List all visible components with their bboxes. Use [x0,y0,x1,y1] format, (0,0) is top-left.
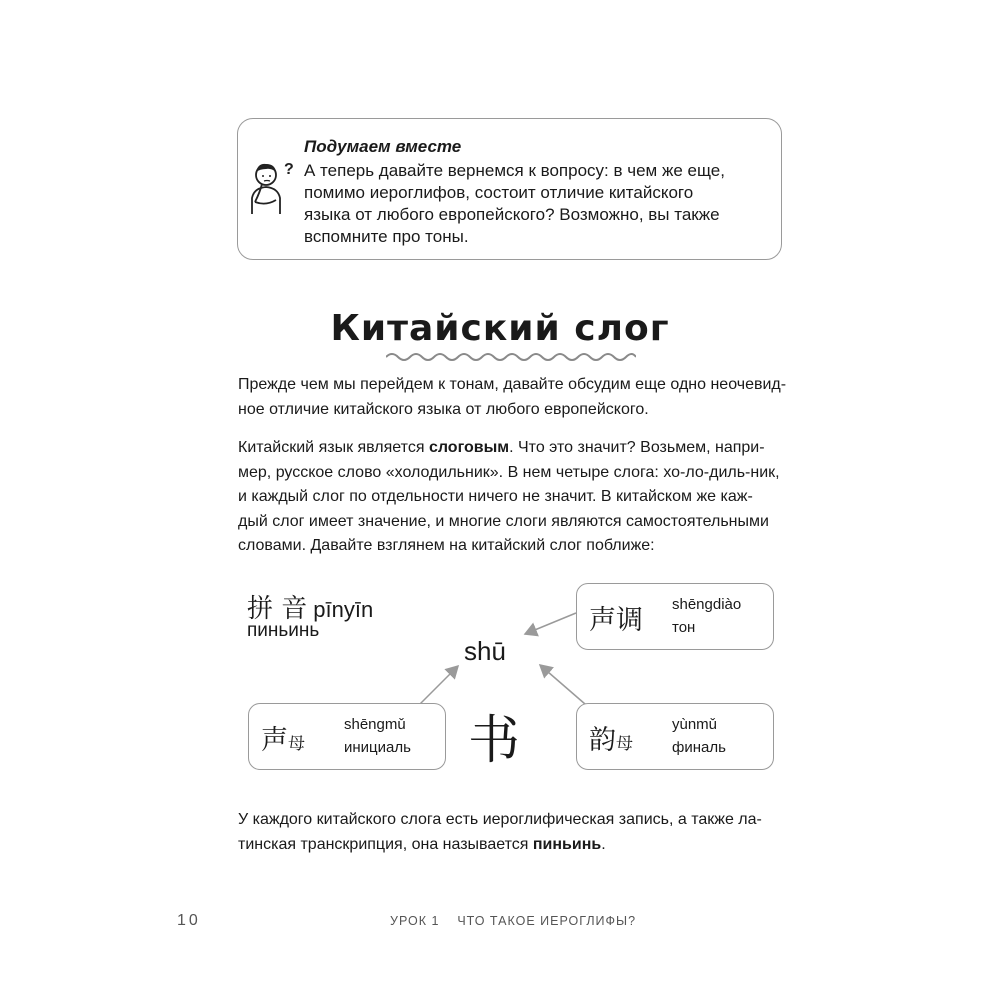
pinyin-hanzi: 拼 音 [247,594,308,624]
paragraph-line: тинская транскрипция, она называется пиньинь. [238,835,606,853]
final-hanzi: 韵母 [589,725,633,756]
final-pinyin: yùnmǔ [672,716,718,733]
running-head: УРОК 1 ЧТО ТАКОЕ ИЕРОГЛИФЫ? [390,914,637,928]
paragraph-line: словами. Давайте взглянем на китайский слог поближе: [238,537,655,554]
syllable-pinyin: shū [464,636,506,666]
paragraph-line: ное отличие китайского языка от любого европейского. [238,400,649,418]
term-pinyin: пиньинь [532,835,602,853]
initial-box [248,703,446,770]
paragraph-line: У каждого китайского слога есть иероглифическая запись, а также ла- [238,811,762,828]
final-box [576,703,774,770]
initial-russian: инициаль [344,739,411,756]
final-russian: финаль [672,739,726,756]
think-box-line: вспомните про тоны. [304,227,469,246]
term-syllabic: слоговым [428,439,510,456]
think-box-line: языка от любого европейского? Возможно, вы также [304,205,720,224]
paragraph-line: Китайский язык является слоговым. Что это значит? Возьмем, напри- [238,439,765,456]
tone-hanzi: 声调 [589,605,643,636]
svg-text:?: ? [284,161,294,178]
syllable-character: 书 [468,711,521,771]
think-box-line: помимо иероглифов, состоит отличие китайского [304,183,694,202]
initial-pinyin: shēngmǔ [344,716,406,733]
pinyin-russian: пиньинь [247,620,320,641]
section-title: Китайский слог [330,308,670,349]
tone-pinyin: shēngdiào [672,596,742,613]
tone-box [576,583,774,650]
think-box-line: А теперь давайте вернемся к вопросу: в чем же еще, [304,161,725,180]
think-box-title: Подумаем вместе [304,137,462,156]
paragraph-line: и каждый слог по отдельности ничего не значит. В китайском же каж- [238,488,753,505]
paragraph-line: дый слог имеет значение, и многие слоги являются самостоятельными [238,512,769,530]
paragraph-pinyin [238,808,788,857]
paragraph-line: мер, русское слово «холодильник». В нем четыре слога: хо-ло-диль-ник, [238,463,780,481]
initial-hanzi: 声母 [261,725,305,756]
tone-russian: тон [672,619,696,636]
page-number: 10 [177,912,201,929]
paragraph-line: Прежде чем мы перейдем к тонам, давайте обсудим еще одно неочевид- [238,376,787,393]
pinyin-romanization: pīnyīn [313,597,374,622]
